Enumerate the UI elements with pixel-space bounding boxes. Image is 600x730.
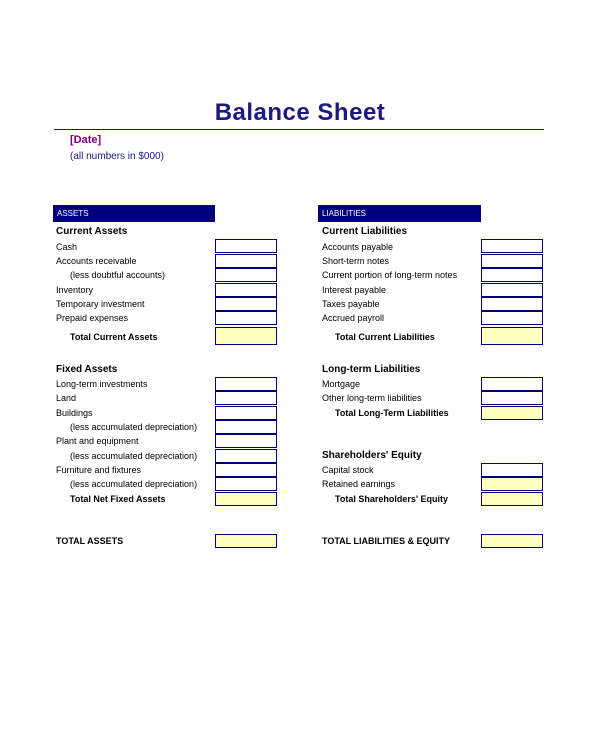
current-long-term-notes-input[interactable] <box>481 268 543 282</box>
total-liabilities-equity-cell[interactable] <box>481 534 543 548</box>
total-assets-label: TOTAL ASSETS <box>56 536 124 546</box>
accounts-receivable-input[interactable] <box>215 254 277 268</box>
taxes-payable-input[interactable] <box>481 297 543 311</box>
asset-label: Land <box>56 393 77 403</box>
asset-label: Long-term investments <box>56 379 148 389</box>
asset-label: Inventory <box>56 285 94 295</box>
total-shareholders-equity-label: Total Shareholders' Equity <box>335 494 448 504</box>
equity-label: Retained earnings <box>322 479 396 489</box>
temporary-investment-input[interactable] <box>215 297 277 311</box>
title-divider <box>54 129 544 130</box>
units-note: (all numbers in $000) <box>70 151 164 162</box>
doubtful-accounts-input[interactable] <box>215 268 277 282</box>
liabilities-header: LIABILITIES <box>318 205 481 222</box>
interest-payable-input[interactable] <box>481 283 543 297</box>
assets-header: ASSETS <box>53 205 215 222</box>
liability-label: Short-term notes <box>322 256 390 266</box>
asset-label: Plant and equipment <box>56 436 139 446</box>
total-current-assets-cell[interactable] <box>215 327 277 345</box>
asset-label: (less accumulated depreciation) <box>70 451 198 461</box>
accounts-payable-input[interactable] <box>481 239 543 253</box>
furniture-depreciation-input[interactable] <box>215 477 277 491</box>
fixed-assets-heading: Fixed Assets <box>56 364 118 375</box>
buildings-input[interactable] <box>215 406 277 420</box>
current-assets-heading: Current Assets <box>56 226 128 237</box>
liability-label: Taxes payable <box>322 299 380 309</box>
other-long-term-liabilities-input[interactable] <box>481 391 543 405</box>
retained-earnings-input[interactable] <box>481 477 543 491</box>
liability-label: Mortgage <box>322 379 361 389</box>
page-title: Balance Sheet <box>214 99 386 126</box>
asset-label: Buildings <box>56 408 93 418</box>
long-term-investments-input[interactable] <box>215 377 277 391</box>
total-current-assets-label: Total Current Assets <box>70 332 158 342</box>
capital-stock-input[interactable] <box>481 463 543 477</box>
shareholders-equity-heading: Shareholders' Equity <box>322 450 422 461</box>
total-fixed-assets-label: Total Net Fixed Assets <box>70 494 166 504</box>
total-current-liabilities-cell[interactable] <box>481 327 543 345</box>
plant-equipment-input[interactable] <box>215 434 277 448</box>
total-liabilities-equity-label: TOTAL LIABILITIES & EQUITY <box>322 536 451 546</box>
asset-label: (less doubtful accounts) <box>70 270 166 280</box>
land-input[interactable] <box>215 391 277 405</box>
mortgage-input[interactable] <box>481 377 543 391</box>
total-long-term-liabilities-cell[interactable] <box>481 406 543 420</box>
plant-depreciation-input[interactable] <box>215 449 277 463</box>
buildings-depreciation-input[interactable] <box>215 420 277 434</box>
asset-label: Accounts receivable <box>56 256 137 266</box>
furniture-fixtures-input[interactable] <box>215 463 277 477</box>
liability-label: Accounts payable <box>322 242 394 252</box>
total-current-liabilities-label: Total Current Liabilities <box>335 332 435 342</box>
asset-label: Furniture and fixtures <box>56 465 142 475</box>
total-assets-cell[interactable] <box>215 534 277 548</box>
long-term-liabilities-heading: Long-term Liabilities <box>322 364 421 375</box>
equity-label: Capital stock <box>322 465 374 475</box>
asset-label: Cash <box>56 242 78 252</box>
current-liabilities-heading: Current Liabilities <box>322 226 408 237</box>
total-shareholders-equity-cell[interactable] <box>481 492 543 506</box>
total-long-term-liabilities-label: Total Long-Term Liabilities <box>335 408 449 418</box>
date-field[interactable]: [Date] <box>70 134 102 146</box>
liability-label: Accrued payroll <box>322 313 385 323</box>
asset-label: (less accumulated depreciation) <box>70 479 198 489</box>
liability-label: Current portion of long-term notes <box>322 270 458 280</box>
liability-label: Other long-term liabilities <box>322 393 422 403</box>
asset-label: Temporary investment <box>56 299 145 309</box>
cash-input[interactable] <box>215 239 277 253</box>
prepaid-expenses-input[interactable] <box>215 311 277 325</box>
total-fixed-assets-cell[interactable] <box>215 492 277 506</box>
inventory-input[interactable] <box>215 283 277 297</box>
asset-label: Prepaid expenses <box>56 313 129 323</box>
short-term-notes-input[interactable] <box>481 254 543 268</box>
liability-label: Interest payable <box>322 285 387 295</box>
accrued-payroll-input[interactable] <box>481 311 543 325</box>
asset-label: (less accumulated depreciation) <box>70 422 198 432</box>
